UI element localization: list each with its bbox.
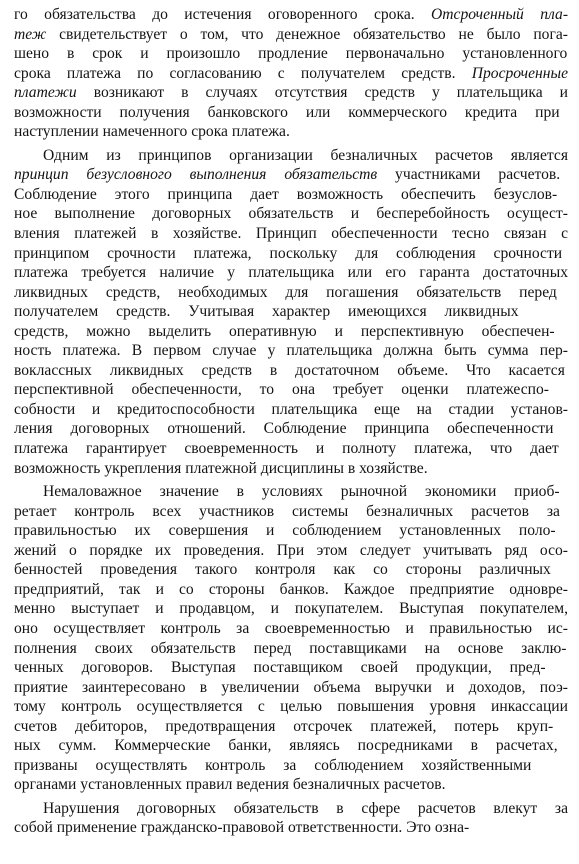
text-run: возможности получения банковского или коммерческого кредита при bbox=[14, 103, 560, 121]
text-run: платежа требуется наличие у плательщика или его гаранта достаточных bbox=[14, 264, 568, 282]
text-run: принципом срочности платежа, поскольку для соблюдения срочности bbox=[14, 244, 563, 262]
text-run: получателем средств. Учитывая характер имеющихся ликвидных bbox=[14, 303, 519, 321]
text-line bbox=[14, 25, 568, 45]
text-run: собности и кредитоспособности плательщика еще на стадии установ- bbox=[14, 400, 568, 418]
text-run: шено в срок и произошло продление первоначально установленного bbox=[14, 45, 568, 63]
text-line bbox=[14, 44, 568, 64]
text-line bbox=[14, 521, 568, 541]
text-run: ность платежа. В первом случае у плательщика должна быть сумма пер- bbox=[14, 342, 568, 360]
italic-term: принцип безусловного выполнения обязательств bbox=[14, 166, 378, 184]
text-line bbox=[14, 322, 568, 342]
text-line bbox=[14, 482, 568, 502]
text-run: Соблюдение этого принципа дает возможность обеспечить безуслов- bbox=[14, 185, 558, 203]
text-line bbox=[14, 736, 568, 756]
text-line bbox=[14, 283, 568, 303]
text-run: ретает контроль всех участников системы безналичных расчетов за bbox=[14, 502, 560, 520]
text-run: жений о порядке их проведения. При этом следует учитывать ряд осо- bbox=[14, 541, 568, 559]
text-line bbox=[14, 103, 568, 123]
text-run: правильностью их совершения и соблюдением установленных поло- bbox=[14, 522, 556, 540]
text-run: оно осуществляет контроль за своевременностью и правильностью ис- bbox=[14, 619, 568, 637]
text-line bbox=[14, 244, 568, 264]
text-run: перспективной обеспеченности, то она требует оценки платежеспо- bbox=[14, 381, 549, 399]
text-line bbox=[14, 122, 568, 142]
italic-term: теж bbox=[14, 25, 47, 43]
text-line bbox=[14, 341, 568, 361]
text-line bbox=[14, 419, 568, 439]
text-line bbox=[14, 619, 568, 639]
text-line bbox=[14, 580, 568, 600]
text-line bbox=[14, 185, 568, 205]
text-run: свидетельствует о том, что денежное обязательство не было пога- bbox=[46, 25, 568, 43]
text-run: приятие заинтересовано в увеличении объема выручки и доходов, поэ- bbox=[14, 678, 568, 696]
text-run: призваны осуществлять контроль за соблюдением хозяйственными bbox=[14, 756, 532, 774]
text-line bbox=[14, 639, 568, 659]
text-line bbox=[14, 146, 568, 166]
text-line bbox=[14, 400, 568, 420]
text-line bbox=[14, 599, 568, 619]
text-run: ченных договоров. Выступая поставщиком своей продукции, пред- bbox=[14, 659, 546, 677]
text-run: органами установленных правил ведения безналичных расчетов. bbox=[14, 776, 446, 794]
text-line bbox=[14, 5, 568, 25]
text-run: средств, можно выделить оперативную и перспективную обеспечен- bbox=[14, 322, 555, 340]
text-run: Нарушения договорных обязательств в сфере расчетов влекут за bbox=[43, 799, 568, 817]
text-line bbox=[14, 502, 568, 522]
text-run: ное выполнение договорных обязательств и бесперебойность осущест- bbox=[14, 205, 568, 223]
text-run: воклассных ликвидных средств в достаточном объеме. Что касается bbox=[14, 361, 565, 379]
text-run: наступлении намеченного срока платежа. bbox=[14, 123, 290, 141]
text-run: ления договорных отношений. Соблюдение принципа обеспеченности bbox=[14, 420, 554, 438]
text-line bbox=[14, 64, 568, 84]
text-line bbox=[14, 263, 568, 283]
paragraph bbox=[14, 482, 568, 795]
text-run: ных сумм. Коммерческие банки, являясь посредниками в расчетах, bbox=[14, 737, 558, 755]
text-run: предприятий, так и со стороны банков. Каждое предприятие одновре- bbox=[14, 580, 568, 598]
text-line bbox=[14, 224, 568, 244]
document-body bbox=[14, 5, 568, 838]
text-run: тому контроль осуществляется с целью повышения уровня инкассации bbox=[14, 698, 568, 716]
text-run: участниками расчетов. bbox=[377, 166, 561, 184]
text-run: собой применение гражданско-правовой ответственности. Это озна- bbox=[14, 819, 470, 837]
text-run: ликвидных средств, необходимых для погашения обязательств перед bbox=[14, 283, 557, 301]
text-line bbox=[14, 658, 568, 678]
italic-term: платежи bbox=[14, 84, 77, 102]
text-run: возникают в случаях отсутствия средств у плательщика и bbox=[76, 84, 568, 102]
paragraph bbox=[14, 146, 568, 478]
text-line bbox=[14, 799, 568, 819]
text-line bbox=[14, 717, 568, 737]
text-run: Немаловажное значение в условиях рыночной экономики приоб- bbox=[43, 483, 560, 501]
text-line bbox=[14, 439, 568, 459]
text-line bbox=[14, 83, 568, 103]
text-line bbox=[14, 678, 568, 698]
paragraph bbox=[14, 799, 568, 838]
text-line bbox=[14, 459, 568, 479]
text-run: бенностей проведения такого контроля как со стороны различных bbox=[14, 561, 551, 579]
text-run: срока платежа по согласованию с получателем средств. bbox=[14, 64, 472, 82]
text-line bbox=[14, 697, 568, 717]
text-line bbox=[14, 380, 568, 400]
text-line bbox=[14, 818, 568, 838]
text-line bbox=[14, 302, 568, 322]
text-run: счетов дебиторов, предотвращения отсрочек платежей, потерь круп- bbox=[14, 717, 554, 735]
italic-term: Отсроченный пла- bbox=[431, 6, 569, 23]
text-line bbox=[14, 541, 568, 561]
text-run: менно выступает и продавцом, и покупателем. Выступая покупателем, bbox=[14, 600, 568, 618]
text-run: возможность укрепления платежной дисциплины в хозяйстве. bbox=[14, 459, 428, 477]
italic-term: Просроченные bbox=[471, 64, 568, 82]
text-line bbox=[14, 165, 568, 185]
text-line bbox=[14, 361, 568, 381]
text-run: платежа гарантирует своевременность и полноту платежа, что дает bbox=[14, 440, 559, 458]
text-line bbox=[14, 560, 568, 580]
text-line bbox=[14, 204, 568, 224]
text-run: Одним из принципов организации безналичных расчетов является bbox=[43, 146, 568, 164]
text-run: го обязательства до истечения оговоренного срока. bbox=[14, 6, 432, 23]
text-line bbox=[14, 756, 568, 776]
text-line bbox=[14, 775, 568, 795]
text-run: полнения своих обязательств перед поставщиками на основе заклю- bbox=[14, 639, 567, 657]
paragraph bbox=[14, 5, 568, 142]
text-run: вления платежей в хозяйстве. Принцип обеспеченности тесно связан с bbox=[14, 225, 568, 243]
